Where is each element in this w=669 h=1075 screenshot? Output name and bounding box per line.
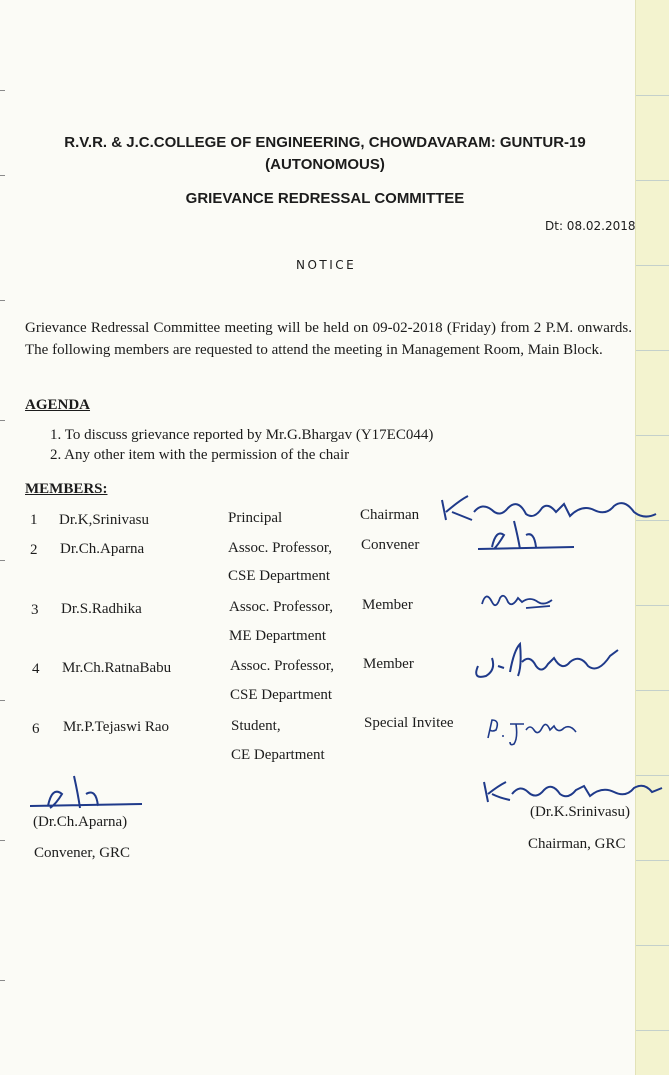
chairman-name: (Dr.K.Srinivasu) bbox=[530, 804, 630, 820]
member-department: CE Department bbox=[231, 747, 325, 763]
convener-name: (Dr.Ch.Aparna) bbox=[33, 814, 128, 830]
member-designation: Assoc. Professor, bbox=[229, 599, 333, 615]
member-number: 2 bbox=[30, 542, 38, 558]
college-name: R.V.R. & J.C.COLLEGE OF ENGINEERING, CHOWDAVARAM: GUNTUR-19 bbox=[64, 134, 586, 151]
autonomous-label: (AUTONOMOUS) bbox=[265, 156, 385, 173]
member-department: CSE Department bbox=[230, 687, 333, 703]
agenda-heading: AGENDA bbox=[25, 397, 91, 413]
member-name: Dr.Ch.Aparna bbox=[60, 541, 145, 557]
member-role: Special Invitee bbox=[364, 715, 454, 731]
member-designation: Assoc. Professor, bbox=[230, 658, 334, 674]
member-name: Mr.P.Tejaswi Rao bbox=[63, 719, 170, 735]
member-role: Chairman bbox=[360, 507, 420, 523]
notebook-edge bbox=[635, 0, 669, 1075]
member-name: Dr.K,Srinivasu bbox=[59, 512, 149, 528]
member-designation: Principal bbox=[228, 510, 283, 526]
chairman-title: Chairman, GRC bbox=[528, 836, 626, 852]
notice-date: Dt: 08.02.2018 bbox=[545, 219, 636, 233]
convener-signature bbox=[474, 515, 578, 555]
notice-heading: NOTICE bbox=[296, 258, 357, 272]
member-name: Dr.S.Radhika bbox=[61, 601, 142, 617]
member-number: 6 bbox=[32, 721, 40, 737]
committee-title: GRIEVANCE REDRESSAL COMMITTEE bbox=[185, 190, 465, 207]
invitee-signature bbox=[484, 714, 584, 748]
convener-closing-signature bbox=[26, 772, 146, 816]
member-designation: Student, bbox=[231, 718, 281, 734]
meeting-paragraph: Grievance Redressal Committee meeting will be held on 09-02-2018 (Friday) from 2 P.M. onwards. The following members are requested to attend the meeting in Management Room, Main Block. bbox=[25, 320, 632, 358]
member-number: 3 bbox=[31, 602, 39, 618]
member-name: Mr.Ch.RatnaBabu bbox=[62, 660, 172, 676]
agenda-item: 1. To discuss grievance reported by Mr.G.Bhargav (Y17EC044) bbox=[50, 427, 434, 443]
member-department: CSE Department bbox=[228, 568, 331, 584]
convener-title: Convener, GRC bbox=[34, 845, 131, 861]
member-signature bbox=[470, 636, 622, 684]
member-number: 4 bbox=[32, 661, 40, 677]
chairman-closing-signature bbox=[480, 772, 666, 808]
member-role: Convener bbox=[361, 537, 420, 553]
member-number: 1 bbox=[30, 512, 38, 528]
member-designation: Assoc. Professor, bbox=[228, 540, 332, 556]
member-department: ME Department bbox=[229, 628, 327, 644]
member-role: Member bbox=[362, 597, 413, 613]
member-role: Member bbox=[363, 656, 414, 672]
members-heading: MEMBERS: bbox=[25, 481, 108, 497]
member-signature bbox=[478, 588, 558, 612]
agenda-item: 2. Any other item with the permission of the chair bbox=[50, 447, 350, 463]
